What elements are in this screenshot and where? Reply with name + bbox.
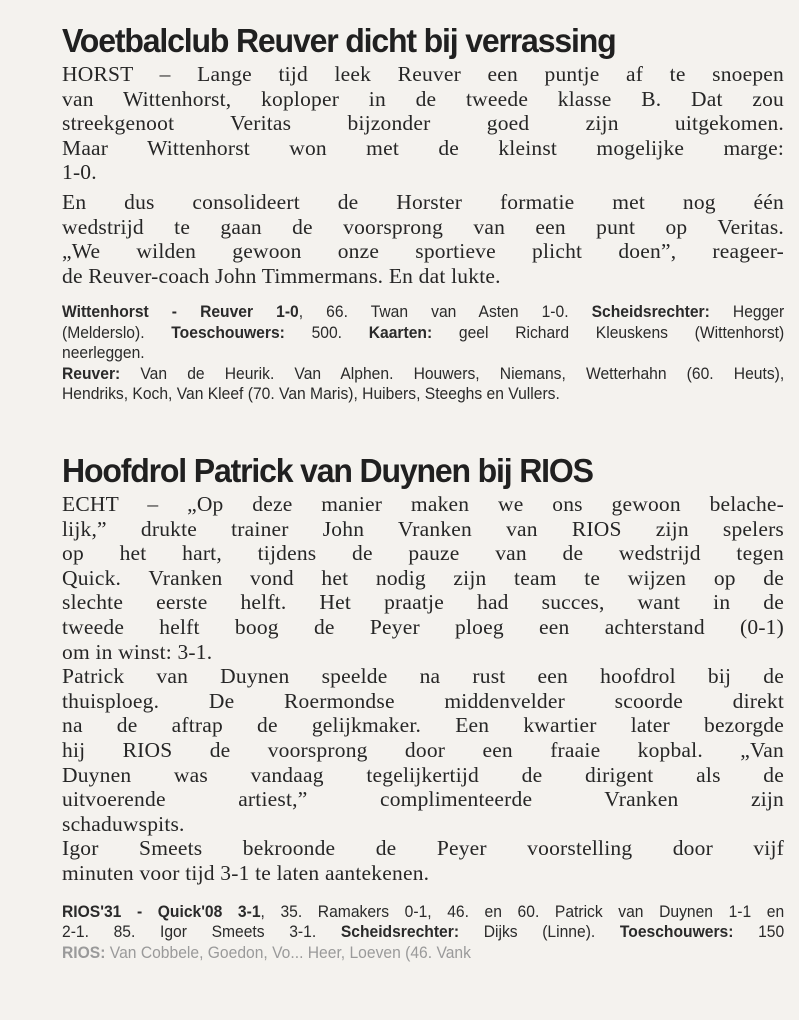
headline-1: Voetbalclub Reuver dicht bij verrassing: [62, 22, 616, 59]
stats-label: Kaarten:: [368, 322, 433, 342]
stats-text: 500.: [284, 322, 369, 342]
body-line: ECHT – „Op deze manier maken we ons gewoon belache-: [62, 492, 784, 516]
body-line: Duynen was vandaag tegelijkertijd de dirigent als de: [62, 762, 784, 787]
stats-text: Hendriks, Koch, Van Kleef (70. Van Maris), Huibers, Steeghs en Vullers.: [62, 384, 560, 404]
body-line: na de aftrap de gelijkmaker. Een kwartier later bezorgde: [62, 713, 784, 738]
body-line: thuisploeg. De Roermondse middenvelder scoorde direkt: [62, 688, 784, 713]
body-line: om in winst: 3-1.: [62, 639, 213, 664]
body-line: En dus consolideert de Horster formatie met nog één: [62, 189, 784, 214]
body-line: Patrick van Duynen speelde na rust een hoofdrol bij de: [62, 664, 784, 689]
stats-text: neerleggen.: [62, 343, 145, 363]
stats-line: [62, 323, 784, 344]
stats-label: Scheidsrechter:: [340, 922, 460, 941]
stats-line: [62, 384, 784, 405]
stats-text: , 35. Ramakers 0-1, 46. en 60. Patrick van Duynen 1-1 en: [260, 901, 785, 921]
body-line: op het hart, tijdens de pauze van de wedstrijd tegen: [62, 541, 784, 566]
stats-line: [62, 302, 784, 323]
article-1: [62, 22, 784, 405]
body-line: tweede helft boog de Peyer ploeg een achterstand (0-1): [62, 614, 784, 639]
stats-text: Van Cobbele, Goedon, Vo... Heer, Loeven (46. Vank: [105, 942, 471, 962]
body-line: lijk,” drukte trainer John Vranken van RIOS zijn spelers: [62, 516, 784, 541]
stats-text: 150: [733, 922, 785, 941]
body-line: schaduwspits.: [62, 811, 185, 836]
stats-line: [62, 943, 784, 964]
article-2-match-stats: [62, 902, 784, 964]
stats-label: Toeschouwers:: [171, 322, 285, 342]
stats-text: Hegger: [709, 302, 785, 322]
body-line: „We wilden gewoon onze sportieve plicht doen”, reageer-: [62, 239, 784, 264]
article-2: [62, 452, 784, 963]
stats-label: RIOS:: [62, 942, 106, 962]
article-2-body: [62, 492, 784, 886]
stats-text: Van de Heurik. Van Alphen. Houwers, Niemans, Wetterhahn (60. Heuts),: [120, 363, 785, 383]
stats-label: Scheidsrechter:: [591, 302, 710, 322]
stats-text: (Melderslo).: [62, 322, 172, 342]
body-line: uitvoerende artiest,” complimenteerde Vranken zijn: [62, 787, 784, 812]
body-line: hij RIOS de voorsprong door een fraaie kopbal. „Van: [62, 737, 784, 762]
stats-line: [62, 902, 784, 923]
body-line: Quick. Vranken vond het nodig zijn team te wijzen op de: [62, 565, 784, 590]
stats-line: [62, 922, 784, 943]
body-line: Maar Wittenhorst won met de kleinst mogelijke marge:: [62, 135, 784, 160]
body-line: streekgenoot Veritas bijzonder goed zijn uitgekomen.: [62, 111, 784, 136]
stats-label: RIOS'31 - Quick'08 3-1: [62, 901, 261, 921]
stats-text: geel Richard Kleuskens (Wittenhorst): [432, 322, 785, 342]
body-line: de Reuver-coach John Timmermans. En dat lukte.: [62, 263, 501, 288]
stats-label: Reuver:: [62, 363, 121, 383]
body-line: slechte eerste helft. Het praatje had succes, want in de: [62, 590, 784, 615]
stats-label: Toeschouwers:: [619, 922, 734, 941]
stats-line: [62, 343, 784, 364]
body-line: minuten voor tijd 3-1 te laten aantekenen.: [62, 860, 430, 885]
stats-line: [62, 364, 784, 385]
stats-label: Wittenhorst - Reuver 1-0: [62, 302, 299, 322]
article-1-match-stats: [62, 302, 784, 405]
article-1-body: [62, 62, 784, 288]
body-line: Igor Smeets bekroonde de Peyer voorstelling door vijf: [62, 836, 784, 861]
stats-text: 2-1. 85. Igor Smeets 3-1.: [62, 922, 341, 941]
body-line: HORST – Lange tijd leek Reuver een puntje af te snoepen: [62, 62, 784, 86]
headline-2: Hoofdrol Patrick van Duynen bij RIOS: [62, 452, 593, 489]
body-line: wedstrijd te gaan de voorsprong van een punt op Veritas.: [62, 214, 784, 239]
body-line: van Wittenhorst, koploper in de tweede klasse B. Dat zou: [62, 86, 784, 111]
stats-text: Dijks (Linne).: [459, 922, 620, 941]
stats-text: , 66. Twan van Asten 1-0.: [298, 302, 592, 322]
body-line: 1-0.: [62, 160, 97, 185]
